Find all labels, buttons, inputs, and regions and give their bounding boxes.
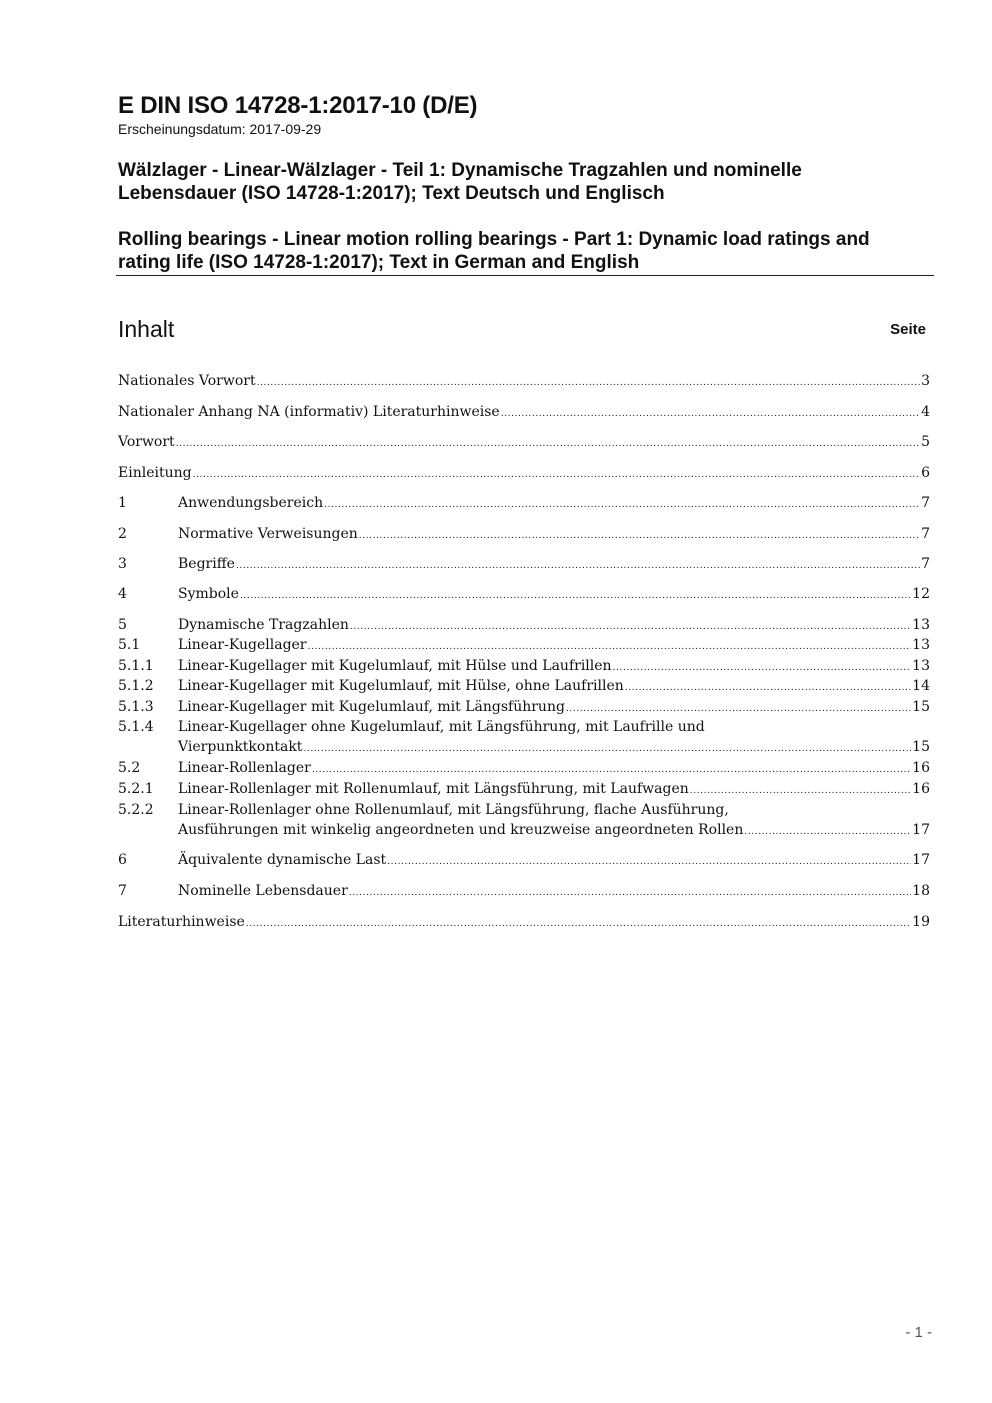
- toc-entry-number: 5.1.4: [118, 719, 154, 735]
- toc-entry-number: 5.2.1: [118, 781, 154, 797]
- toc-entry-number: 1: [118, 495, 127, 511]
- toc-entry-label: Anwendungsbereich: [178, 495, 324, 511]
- toc-entry[interactable]: [118, 881, 930, 901]
- toc-entry-page: 17: [912, 822, 930, 838]
- toc-entry-page: 7: [921, 556, 930, 572]
- toc-entry[interactable]: [118, 402, 930, 422]
- toc-entry-number: 7: [118, 883, 127, 899]
- toc-entry-number: 3: [118, 556, 127, 572]
- toc-entry-label: Normative Verweisungen: [178, 526, 358, 542]
- toc-entry-page: 16: [912, 781, 930, 797]
- toc-entry-label: Literaturhinweise: [118, 914, 245, 930]
- toc-dot-leader: [308, 637, 912, 657]
- toc-dot-leader: [690, 781, 911, 801]
- toc-entry-page: 6: [921, 465, 930, 481]
- toc-entry-page: 13: [912, 637, 930, 653]
- toc-dot-leader: [501, 404, 920, 424]
- toc-entry-page: 5: [921, 434, 930, 450]
- toc-dot-leader: [246, 914, 911, 934]
- publication-date: Erscheinungsdatum: 2017-09-29: [118, 121, 322, 137]
- toc-entry-page: 16: [912, 760, 930, 776]
- toc-entry-number: 5.1.3: [118, 699, 154, 715]
- toc-entry[interactable]: [118, 554, 930, 574]
- toc-dot-leader: [176, 434, 920, 454]
- toc-entry[interactable]: [118, 371, 930, 391]
- toc-entry[interactable]: [118, 758, 930, 778]
- toc-entry-page: 3: [921, 373, 930, 389]
- toc-entry-number: 5.2.2: [118, 802, 154, 818]
- toc-entry-label: Nationales Vorwort: [118, 373, 256, 389]
- toc-dot-leader: [349, 883, 911, 903]
- toc-entry-number: 5.1.2: [118, 678, 154, 694]
- toc-entry-page: 19: [912, 914, 930, 930]
- toc-entry-page: 14: [912, 678, 930, 694]
- toc-entry[interactable]: [118, 912, 930, 932]
- toc-entry-page: 18: [912, 883, 930, 899]
- toc-title: Inhalt: [118, 316, 175, 342]
- toc-entry-page: 12: [912, 586, 930, 602]
- toc-entry-page: 7: [921, 526, 930, 542]
- toc-entry[interactable]: [118, 676, 930, 696]
- toc-entry-label: Einleitung: [118, 465, 192, 481]
- toc-entry-label: Nationaler Anhang NA (informativ) Literaturhinweise: [118, 404, 500, 420]
- toc-entry-label: Symbole: [178, 586, 239, 602]
- document-id: E DIN ISO 14728-1:2017-10 (D/E): [118, 92, 478, 119]
- toc-entry-number: 5.1: [118, 637, 141, 653]
- page-number: - 1 -: [905, 1324, 932, 1341]
- toc-entry-page: 4: [921, 404, 930, 420]
- toc-entry[interactable]: [118, 524, 930, 544]
- toc-entry-page: 15: [912, 699, 930, 715]
- toc-dot-leader: [744, 822, 911, 842]
- toc-entry-label: Dynamische Tragzahlen: [178, 617, 349, 633]
- toc-dot-leader: [257, 373, 921, 393]
- toc-dot-leader: [350, 617, 911, 637]
- toc-entry-continuation[interactable]: [118, 737, 930, 757]
- toc-entry-label: Vorwort: [118, 434, 175, 450]
- toc-entry-number: 5.2: [118, 760, 141, 776]
- toc-entry-page: 13: [912, 617, 930, 633]
- toc-entry[interactable]: [118, 615, 930, 635]
- toc-entry-label: Linear-Kugellager ohne Kugelumlauf, mit Längsführung, mit Laufrille und: [178, 719, 705, 735]
- toc-entry-label: Äquivalente dynamische Last: [178, 852, 387, 868]
- toc-entry[interactable]: [118, 463, 930, 483]
- toc-entry-label-continued: Ausführungen mit winkelig angeordneten und kreuzweise angeordneten Rollen: [178, 822, 744, 838]
- toc-entry[interactable]: [118, 717, 930, 737]
- toc-dot-leader: [566, 699, 911, 719]
- toc-entry[interactable]: [118, 800, 930, 820]
- toc-entry-number: 2: [118, 526, 127, 542]
- toc-entry-number: 5: [118, 617, 127, 633]
- toc-dot-leader: [312, 760, 911, 780]
- title-english: Rolling bearings - Linear motion rolling bearings - Part 1: Dynamic load ratings and rating life (ISO 14728-1:2017); Text in German and English: [118, 229, 870, 273]
- toc-dot-leader: [303, 739, 911, 759]
- toc-entry-number: 6: [118, 852, 127, 868]
- toc-entry-label: Linear-Kugellager mit Kugelumlauf, mit Hülse, ohne Laufrillen: [178, 678, 624, 694]
- toc-entry-page: 17: [912, 852, 930, 868]
- toc-dot-leader: [236, 556, 920, 576]
- toc-entry-label: Linear-Kugellager: [178, 637, 307, 653]
- toc-entry[interactable]: [118, 656, 930, 676]
- toc-entry-number: 4: [118, 586, 127, 602]
- toc-entry[interactable]: [118, 850, 930, 870]
- toc-dot-leader: [324, 495, 920, 515]
- toc-entry-label: Begriffe: [178, 556, 235, 572]
- toc-entry[interactable]: [118, 432, 930, 452]
- toc-entry-label: Nominelle Lebensdauer: [178, 883, 348, 899]
- toc-entry-label-continued: Vierpunktkontakt: [178, 739, 303, 755]
- toc-entry[interactable]: [118, 779, 930, 799]
- toc-entry-page: 7: [921, 495, 930, 511]
- toc-entry-continuation[interactable]: [118, 820, 930, 840]
- toc-dot-leader: [613, 658, 912, 678]
- toc-entry-label: Linear-Kugellager mit Kugelumlauf, mit Hülse und Laufrillen: [178, 658, 612, 674]
- toc-page-column-label: Seite: [890, 321, 926, 338]
- toc-entry[interactable]: [118, 697, 930, 717]
- toc-dot-leader: [193, 465, 921, 485]
- header-divider: [116, 275, 934, 276]
- toc-dot-leader: [359, 526, 920, 546]
- toc-entry[interactable]: [118, 635, 930, 655]
- toc-entry-label: Linear-Rollenlager ohne Rollenumlauf, mit Längsführung, flache Ausführung,: [178, 802, 729, 818]
- toc-dot-leader: [625, 678, 911, 698]
- toc-entry-number: 5.1.1: [118, 658, 154, 674]
- toc-dot-leader: [387, 852, 911, 872]
- toc-dot-leader: [240, 586, 911, 606]
- title-german: Wälzlager - Linear-Wälzlager - Teil 1: Dynamische Tragzahlen und nominelle Lebensdauer (ISO 14728-1:2017); Text Deutsch und Englisch: [118, 160, 802, 204]
- toc-heading: [118, 314, 926, 344]
- toc-entry-label: Linear-Kugellager mit Kugelumlauf, mit Längsführung: [178, 699, 565, 715]
- toc-entry-page: 15: [912, 739, 930, 755]
- toc-entry-label: Linear-Rollenlager: [178, 760, 311, 776]
- toc-entry[interactable]: [118, 584, 930, 604]
- document-header: [118, 92, 934, 274]
- toc-entry-page: 13: [912, 658, 930, 674]
- toc-entry[interactable]: [118, 493, 930, 513]
- toc-entry-label: Linear-Rollenlager mit Rollenumlauf, mit Längsführung, mit Laufwagen: [178, 781, 689, 797]
